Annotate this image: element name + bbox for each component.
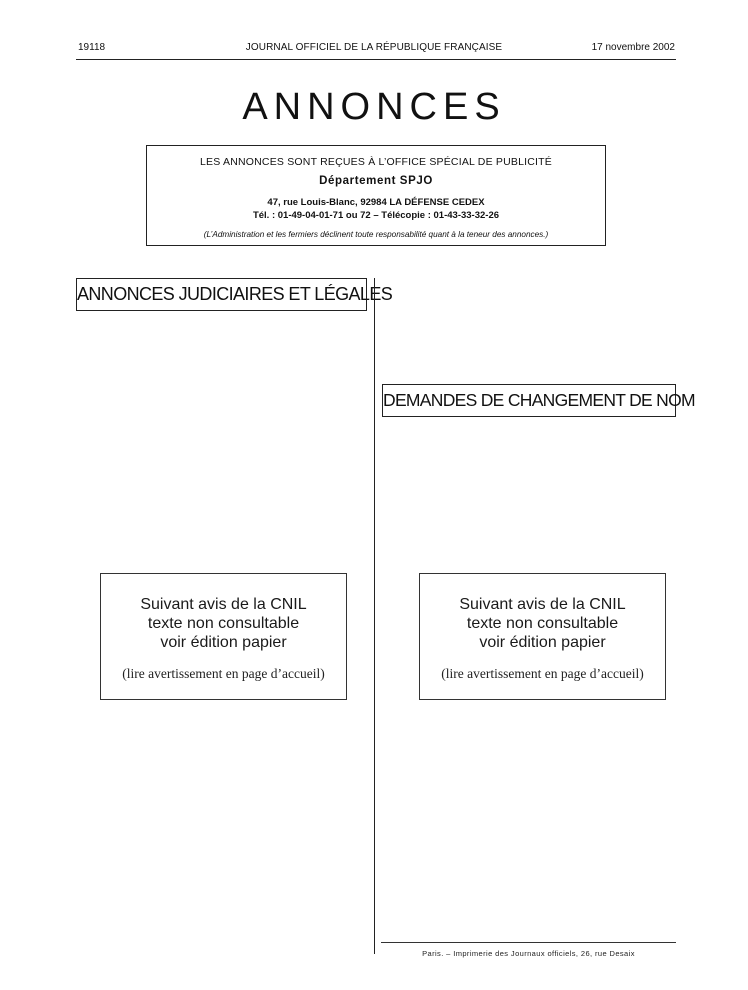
cnil-notice-line: voir édition papier xyxy=(479,634,606,651)
cnil-notice-right xyxy=(419,573,666,700)
department-name: Département SPJO xyxy=(319,175,433,187)
cnil-notice-line: voir édition papier xyxy=(160,634,287,651)
journal-title: JOURNAL OFFICIEL DE LA RÉPUBLIQUE FRANÇAISE xyxy=(245,42,503,53)
responsibility-disclaimer: (L’Administration et les fermiers déclinent toute responsabilité quant à la teneur des annonces.) xyxy=(203,230,549,239)
cnil-notice-line: Suivant avis de la CNIL xyxy=(459,596,626,613)
column-divider xyxy=(374,278,375,954)
office-phone: Tél. : 01-49-04-01-71 ou 72 – Télécopie : 01-43-33-32-26 xyxy=(252,210,500,221)
section-heading-name-change: DEMANDES DE CHANGEMENT DE NOM xyxy=(382,384,676,417)
office-address: 47, rue Louis-Blanc, 92984 LA DÉFENSE CEDEX xyxy=(267,197,485,208)
cnil-notice-reference: (lire avertissement en page d’accueil) xyxy=(441,666,644,681)
printer-credit: Paris. – Imprimerie des Journaux officiels, 26, rue Desaix xyxy=(422,949,635,958)
cnil-notice-left xyxy=(100,573,347,700)
page-number: 19118 xyxy=(78,42,106,53)
office-notice: LES ANNONCES SONT REÇUES À L’OFFICE SPÉCIAL DE PUBLICITÉ xyxy=(200,156,552,168)
section-heading-judicial-legal: ANNONCES JUDICIAIRES ET LÉGALES xyxy=(76,278,367,311)
cnil-notice-line: texte non consultable xyxy=(466,615,619,632)
header-rule xyxy=(76,59,676,60)
cnil-notice-line: Suivant avis de la CNIL xyxy=(140,596,307,613)
cnil-notice-reference: (lire avertissement en page d’accueil) xyxy=(122,666,325,681)
footer-rule xyxy=(381,942,676,943)
page-title: ANNONCES xyxy=(242,86,506,128)
advertising-office-box xyxy=(146,145,606,246)
issue-date: 17 novembre 2002 xyxy=(591,42,675,53)
cnil-notice-line: texte non consultable xyxy=(147,615,300,632)
